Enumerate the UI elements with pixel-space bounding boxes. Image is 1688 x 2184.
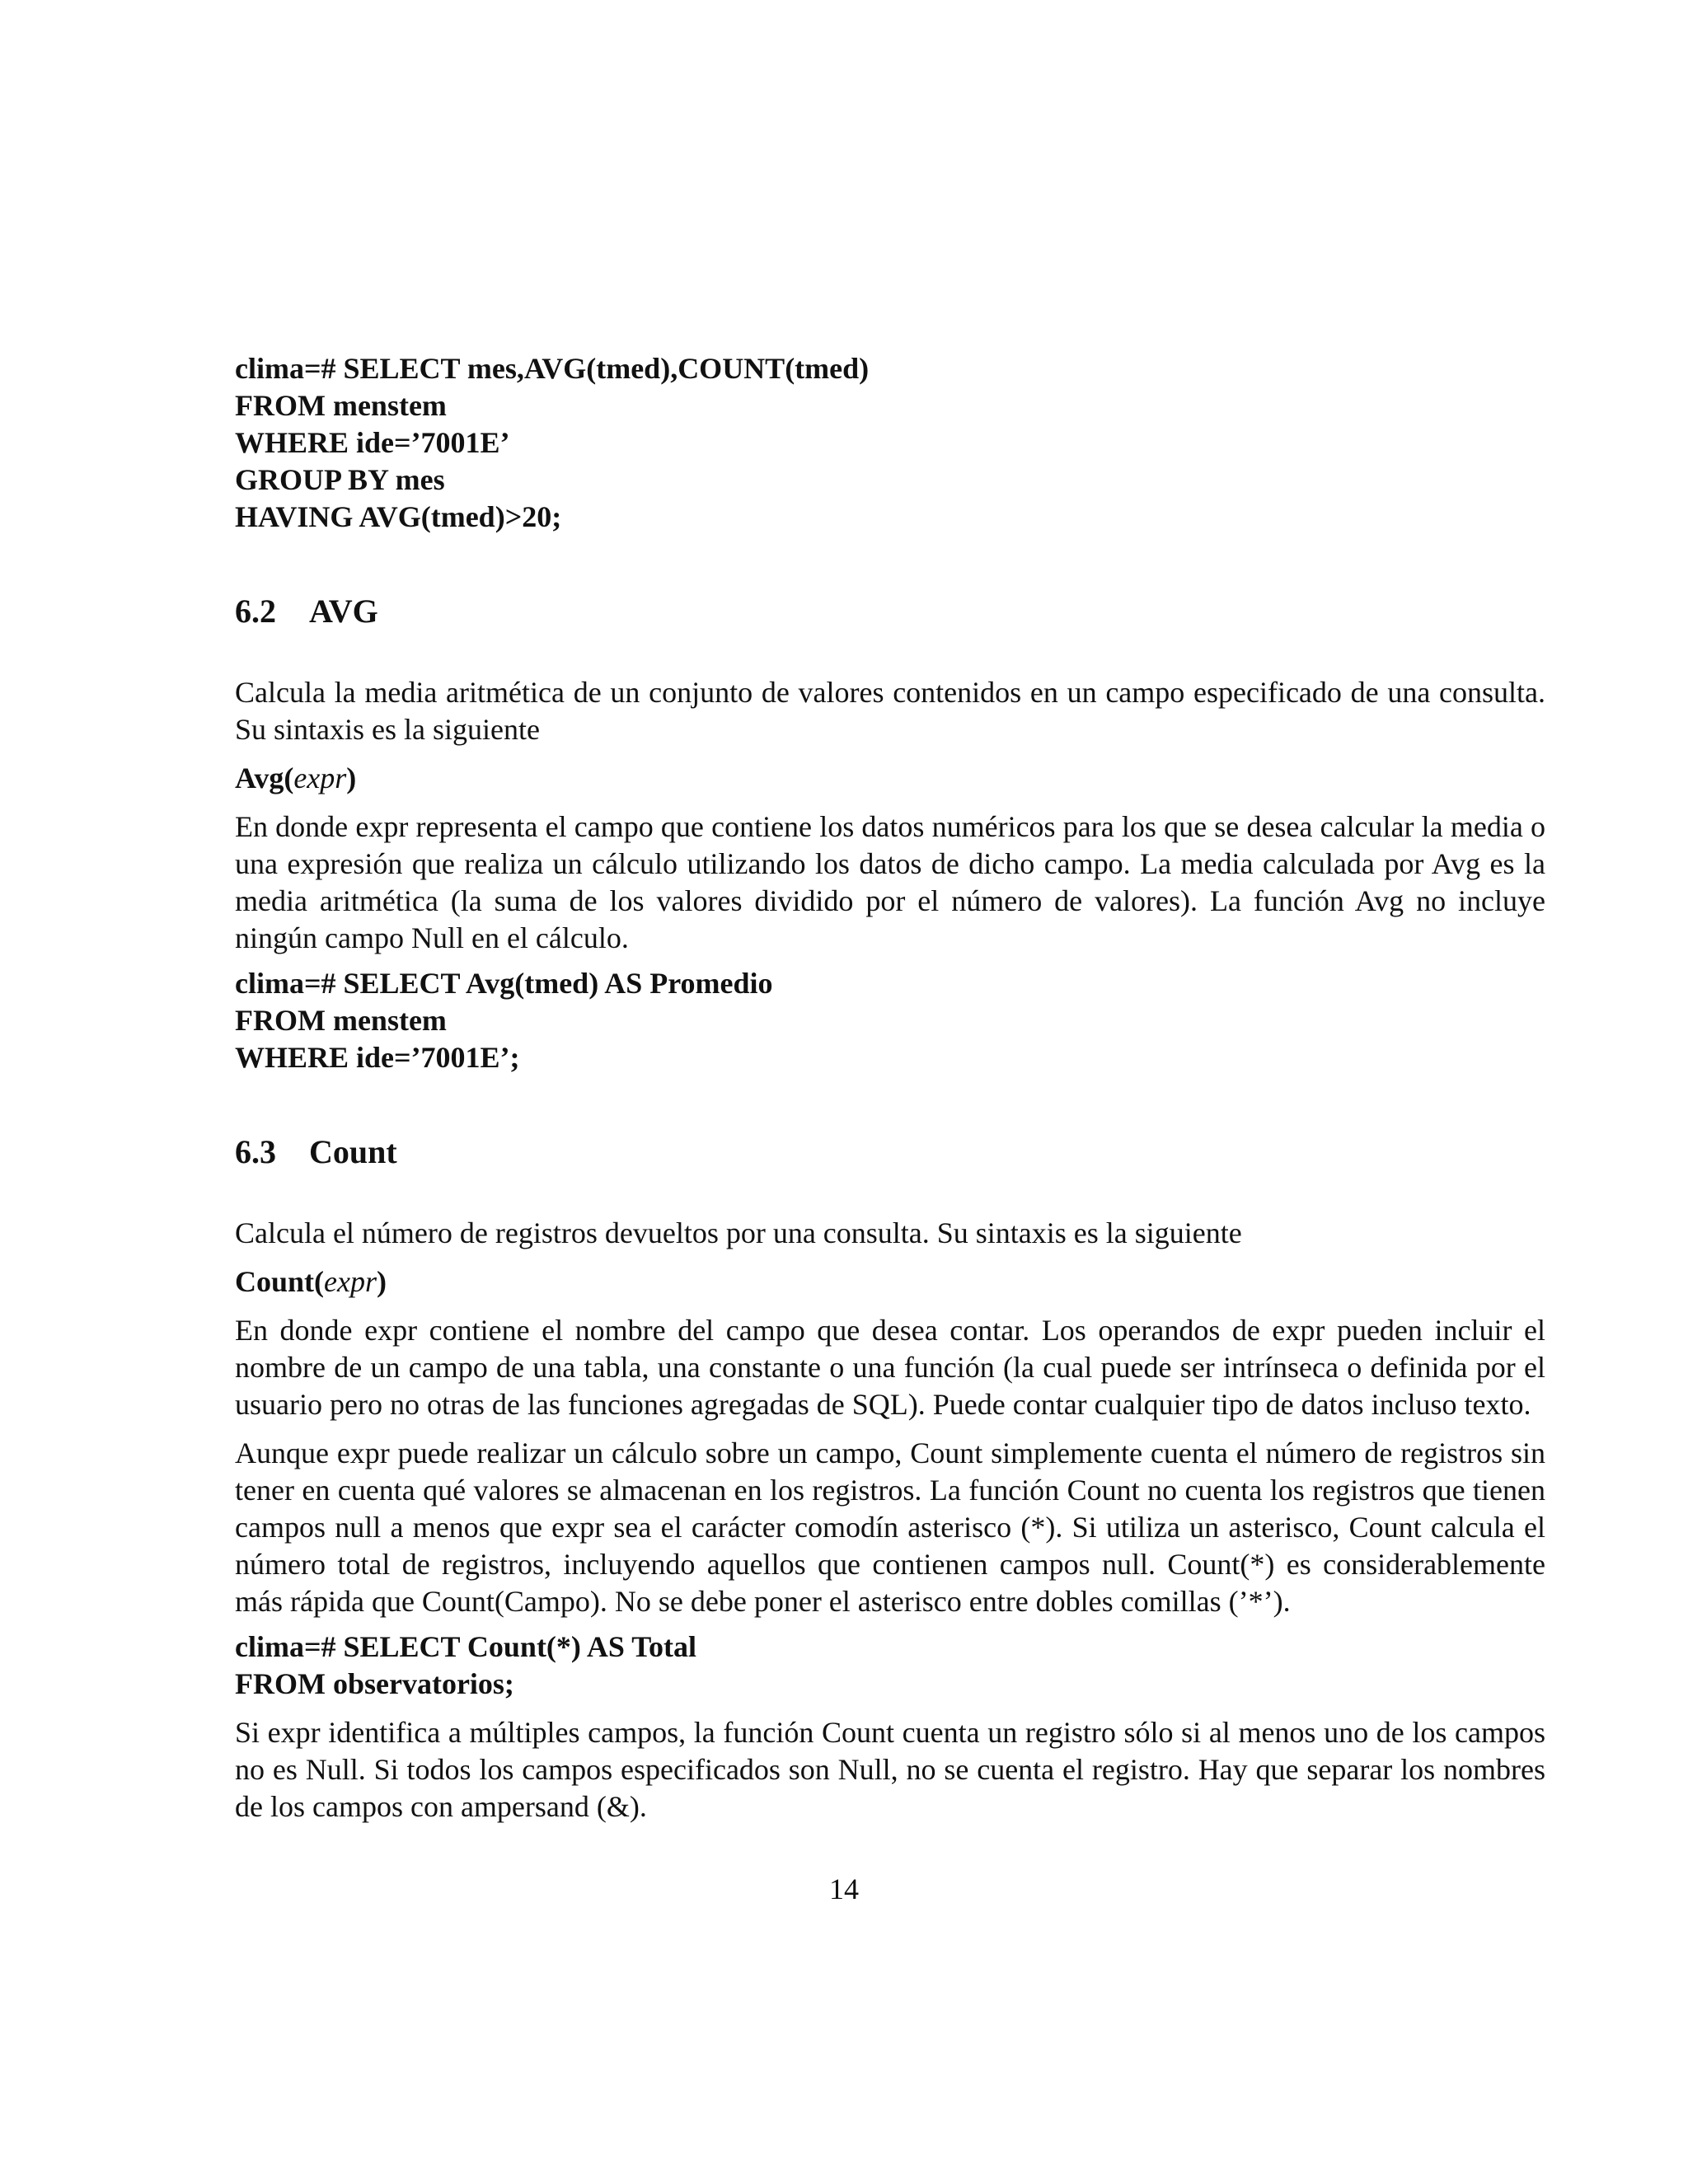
syntax-function: Count(	[235, 1265, 325, 1298]
count-description-paragraph: En donde expr contiene el nombre del campo que desea contar. Los operandos de expr pueden incluir el nombre de un campo de una tabla, una constante o una función (la cual puede ser intrínseca o definida por el usuario pero no otras de las funciones agregadas de SQL). Puede contar cualquier tipo de datos incluso texto.	[235, 1314, 1545, 1421]
count-intro-paragraph: Calcula el número de registros devueltos por una consulta. Su sintaxis es la siguiente	[235, 1216, 1242, 1249]
page-number: 14	[829, 1872, 859, 1905]
code-line: clima=# SELECT Avg(tmed) AS Promedio	[235, 967, 773, 1000]
code-line: clima=# SELECT Count(*) AS Total	[235, 1630, 696, 1663]
avg-intro-paragraph: Calcula la media aritmética de un conjunto de valores contenidos en un campo especificado de una consulta. Su sintaxis es la siguiente	[235, 676, 1545, 746]
section-number: 6.2	[235, 593, 276, 630]
code-line: FROM observatorios;	[235, 1667, 514, 1700]
code-line: HAVING AVG(tmed)>20;	[235, 500, 562, 533]
sql-code-block-group-by	[235, 350, 1545, 536]
syntax-close: )	[377, 1265, 387, 1298]
syntax-argument: expr	[293, 762, 347, 794]
section-heading-count	[235, 1132, 1545, 1172]
code-line: WHERE ide=’7001E’	[235, 426, 510, 459]
sql-code-block-count	[235, 1629, 1545, 1703]
code-line: GROUP BY mes	[235, 463, 445, 496]
code-line: clima=# SELECT mes,AVG(tmed),COUNT(tmed)	[235, 352, 870, 385]
avg-description-paragraph: En donde expr representa el campo que contiene los datos numéricos para los que se desea calcular la media o una expresión que realiza un cálculo utilizando los datos de dicho campo. La media calculada por Avg es la media aritmética (la suma de los valores dividido por el número de valores). La función Avg no incluye ningún campo Null en el cálculo.	[235, 810, 1545, 954]
code-line: FROM menstem	[235, 389, 447, 422]
document-page	[235, 350, 1545, 1825]
syntax-argument: expr	[324, 1265, 377, 1298]
code-line: WHERE ide=’7001E’;	[235, 1041, 520, 1074]
section-number: 6.3	[235, 1133, 276, 1170]
syntax-close: )	[346, 762, 357, 794]
sql-code-block-avg	[235, 965, 1545, 1076]
count-syntax	[235, 1263, 1545, 1301]
section-title: Count	[309, 1133, 397, 1170]
count-multiple-fields-paragraph: Si expr identifica a múltiples campos, la función Count cuenta un registro sólo si al menos uno de los campos no es Null. Si todos los campos especificados son Null, no se cuenta el registro. Hay que separar los nombres de los campos con ampersand (&).	[235, 1716, 1545, 1823]
count-details-paragraph: Aunque expr puede realizar un cálculo sobre un campo, Count simplemente cuenta el número de registros sin tener en cuenta qué valores se almacenan en los registros. La función Count no cuenta los registros que tienen campos null a menos que expr sea el carácter comodín asterisco (*). Si utiliza un asterisco, Count calcula el número total de registros, incluyendo aquellos que contienen campos null. Count(*) es considerablemente más rápida que Count(Campo). No se debe poner el asterisco entre dobles comillas (’*’).	[235, 1436, 1545, 1618]
avg-syntax	[235, 760, 1545, 797]
code-line: FROM menstem	[235, 1004, 447, 1037]
section-title: AVG	[309, 593, 378, 630]
section-heading-avg	[235, 592, 1545, 631]
syntax-function: Avg(	[235, 762, 294, 794]
